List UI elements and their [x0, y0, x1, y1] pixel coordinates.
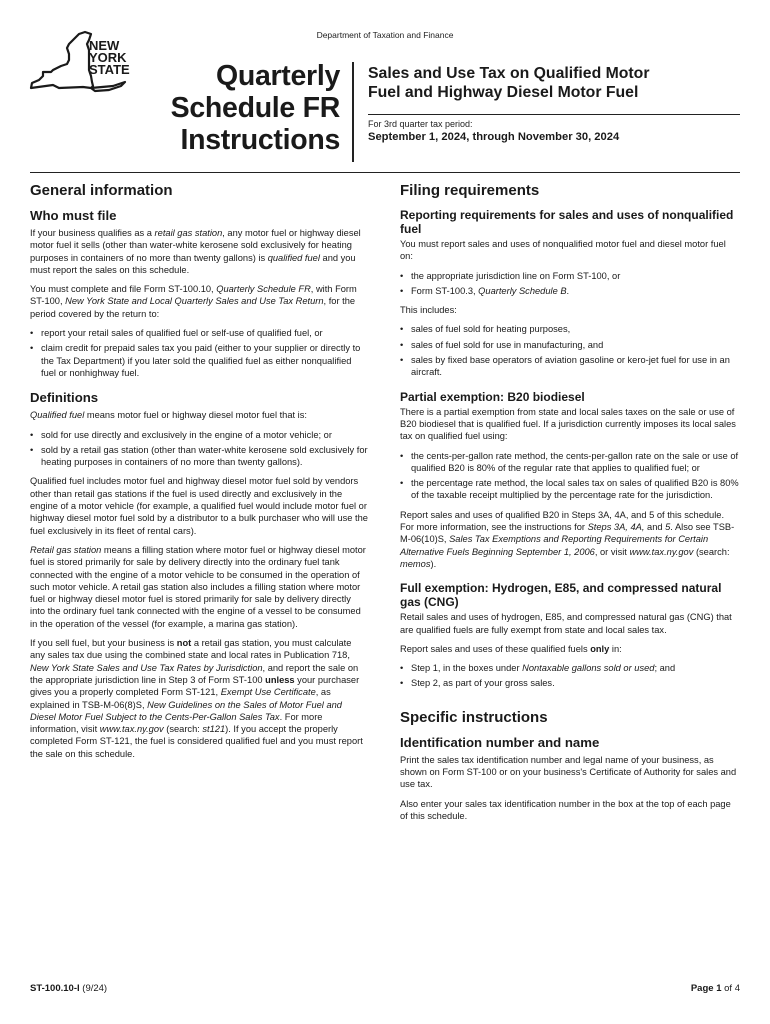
id-paragraph-2: Also enter your sales tax identification number in the box at the top of each page of this schedule.	[400, 798, 731, 821]
left-column	[30, 178, 368, 767]
page-title	[171, 60, 340, 156]
right-column	[400, 178, 740, 829]
list-item: • Step 2, as part of your gross sales.	[400, 677, 740, 689]
title-line: Schedule FR	[170, 92, 340, 124]
list-item: • the percentage rate method, the local sales tax on sales of qualified B20 is 80% of the taxable receipt multiplied by the percentage rate for the jurisdiction.	[400, 477, 740, 502]
subheading-full-exemption: Full exemption: Hydrogen, E85, and compressed natural gas (CNG)	[400, 581, 722, 610]
defs-bullet-list	[30, 429, 368, 469]
new-york-state-logo	[29, 30, 139, 100]
logo-text-york: YORK	[89, 50, 127, 65]
who-bullet-list	[30, 327, 368, 379]
list-item: • Form ST-100.3, Quarterly Schedule B.	[400, 285, 740, 297]
full-paragraph-1: Retail sales and uses of hydrogen, E85, and compressed natural gas (CNG) that are qualified fuels are fully exempt from state and local sales tax.	[400, 612, 732, 635]
subheading-who-must-file: Who must file	[30, 208, 117, 223]
who-paragraph-2: You must complete and file Form ST-100.10, Quarterly Schedule FR, with Form ST-100, New York State and Local Quarterly Sales and Use Tax Return, for the period covered by the return to:	[30, 284, 357, 319]
header-divider	[30, 172, 740, 173]
section-heading-filing: Filing requirements	[400, 182, 540, 199]
full-paragraph-2: Report sales and uses of these qualified fuels only in:	[400, 643, 622, 654]
subtitle-line: Fuel and Highway Diesel Motor Fuel	[368, 84, 639, 101]
subheading-definitions: Definitions	[30, 390, 99, 406]
title-divider	[352, 62, 354, 162]
subtitle-line: Sales and Use Tax on Qualified Motor	[368, 65, 650, 82]
form-code: ST-100.10-I (9/24)	[30, 983, 108, 994]
section-heading-specific: Specific instructions	[400, 708, 548, 726]
list-item: • the cents-per-gallon rate method, the cents-per-gallon rate on the sale or use of qualified B20 is 80% of the regular rate that applies to qualified fuel; or	[400, 450, 740, 475]
subheading-reporting: Reporting requirements for sales and uses of nonqualified fuel	[400, 208, 734, 236]
department-name: Department of Taxation and Finance	[316, 30, 454, 40]
list-item: • report your retail sales of qualified fuel or self-use of qualified fuel, or	[30, 327, 368, 339]
subheading-partial-exemption: Partial exemption: B20 biodiesel	[400, 389, 585, 404]
list-item: • Step 1, in the boxes under Nontaxable gallons sold or used; and	[400, 662, 740, 674]
reporting-bullet-list	[400, 270, 740, 298]
list-item: • the appropriate jurisdiction line on Form ST-100, or	[400, 270, 740, 282]
full-bullet-list	[400, 662, 740, 690]
partial-paragraph-2: Report sales and uses of qualified B20 in Steps 3A, 4A, and 5 of this schedule. For more information, see the instructions for Steps 3A, 4A, and 5. Also see TSB-M-06(10)S, Sales Tax Exemptions and Reporting Requirements for Certain Alternative Fuels Beginning September 1, 2006, or visit www.tax.ny.gov (search: memos).	[400, 509, 735, 569]
list-item: • claim credit for prepaid sales tax you paid (either to your supplier or directly to the Tax Department) if you later sold the qualified fuel as either nonqualified fuel or nonhighway fuel.	[30, 342, 368, 379]
defs-paragraph-1: Qualified fuel means motor fuel or highway diesel motor fuel that is:	[30, 410, 307, 421]
form-subtitle	[368, 64, 758, 102]
reporting-paragraph: You must report sales and uses of nonqualified motor fuel and diesel motor fuel on:	[400, 239, 726, 262]
tax-period-label: For 3rd quarter tax period:	[368, 119, 473, 129]
section-heading-general: General information	[30, 182, 173, 199]
list-item: • sales of fuel sold for use in manufacturing, and	[400, 339, 740, 351]
subtitle-divider	[368, 114, 740, 115]
title-line: Instructions	[180, 124, 340, 156]
tax-period: September 1, 2024, through November 30, 2024	[368, 131, 620, 143]
defs-paragraph-3: Retail gas station means a filling station where motor fuel or highway diesel motor fuel is stored primarily for sale by delivery directly into the ordinary fuel tank connected with the engine of a motor vehicle to be consumed in the operation of such motor vehicle. A retail gas station also includes a filling station where motor fuel or highway diesel motor fuel is stored primarily for sale by delivery directly into the ordinary fuel tank connected with the engine of a vessel to be consumed in the operation of the vessel (for example, a marina gas station).	[30, 544, 366, 629]
list-item: • sales of fuel sold for heating purposes,	[400, 323, 740, 335]
who-paragraph-1: If your business qualifies as a retail gas station, any motor fuel or highway diesel motor fuel it sells (other than water-white kerosene sold exclusively for heating purposes in containers of no more than twenty gallons) is qualified fuel and you must report the sales on this schedule.	[30, 228, 361, 275]
includes-label: This includes:	[400, 305, 457, 316]
id-paragraph-1: Print the sales tax identification number and legal name of your business, as shown on Form ST-100 or on your business's Certificate of Authority for sales and use tax.	[400, 754, 737, 790]
list-item: • sold by a retail gas station (other than water-white kerosene sold exclusively for heating purposes in containers of no more than twenty gallons).	[30, 444, 368, 469]
logo-text-new: NEW	[89, 38, 120, 53]
partial-bullet-list	[400, 450, 740, 502]
defs-paragraph-4: If you sell fuel, but your business is not a retail gas station, you must calculate any sales tax due using the combined state and local rates in Publication 718, New York State Sales and Use Tax Rates by Jurisdiction, and report the sale on the appropriate jurisdiction line in Step 3 of Form ST-100 unless your purchaser gives you a properly completed Form ST-121, Exempt Use Certificate, as explained in TSB-M-06(8)S, New Guidelines on the Sales of Motor Fuel and Diesel Motor Fuel Subject to the Cents-Per-Gallon Sales Tax. For more information, visit www.tax.ny.gov (search: st121). If you accept the properly completed Form ST-121, the fuel is considered qualified fuel and you must report the sale on this schedule.	[30, 638, 363, 759]
page-number: Page 1 of 4	[690, 983, 740, 994]
logo-text-state: STATE	[89, 62, 130, 77]
list-item: • sales by fixed base operators of aviation gasoline or kero-jet fuel for use in an aircraft.	[400, 354, 740, 379]
defs-paragraph-2: Qualified fuel includes motor fuel and highway diesel motor fuel sold by vendors other than retail gas stations if the fuel is used directly and exclusively in the engine of a motor vehicle (for example, a qualified fuel would include motor fuel or highway diesel motor fuel sold by a distributor to a bulk purchaser who will use the fuel exclusively in its fleet of rental cars).	[30, 476, 368, 536]
subheading-identification: Identification number and name	[400, 734, 600, 750]
includes-bullet-list	[400, 323, 740, 378]
title-line: Quarterly	[215, 60, 340, 92]
list-item: • sold for use directly and exclusively in the engine of a motor vehicle; or	[30, 429, 368, 441]
partial-paragraph-1: There is a partial exemption from state and local sales taxes on the sale or use of B20 biodiesel that is qualified fuel. If a jurisdiction currently imposes its local sales tax on qualified fuel using:	[400, 406, 736, 442]
